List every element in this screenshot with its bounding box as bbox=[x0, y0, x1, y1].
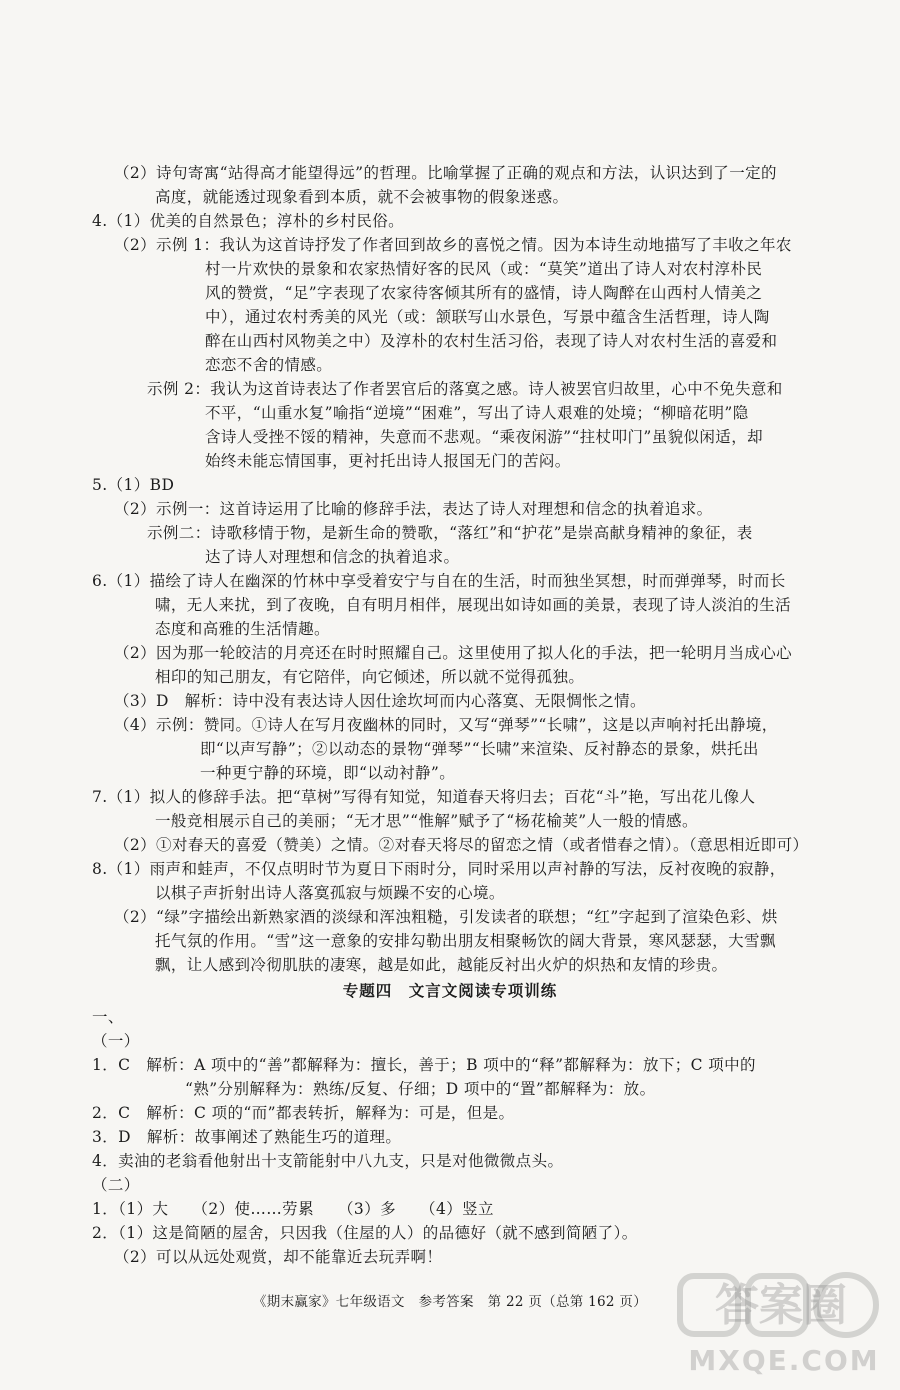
answer-line: 达了诗人对理想和信念的执着追求。 bbox=[205, 548, 460, 566]
answer-line: 始终未能忘情国事，更衬托出诗人报国无门的苦闷。 bbox=[205, 452, 571, 470]
answer-line: 醉在山西村风物美之中）及淳朴的农村生活习俗，表现了诗人对农村生活的喜爱和 bbox=[205, 332, 778, 350]
answer-line: 5.（1）BD bbox=[92, 476, 175, 494]
answer-line: 不平，“山重水复”喻指“逆境”“困难”，写出了诗人艰难的处境；“柳暗花明”隐 bbox=[205, 404, 749, 422]
answer-line: 风的赞赏，“足”字表现了农家待客倾其所有的盛情，诗人陶醉在山西村人情美之 bbox=[205, 284, 763, 302]
answer-line: 高度，就能透过现象看到本质，就不会被事物的假象迷惑。 bbox=[155, 188, 569, 206]
page-footer: 《期末赢家》七年级语文 参考答案 第 22 页（总第 162 页） bbox=[252, 1294, 647, 1310]
answer-line: （4）示例：赞同。①诗人在写月夜幽林的同时，又写“弹琴”“长啸”，这是以声响衬托出静境， bbox=[114, 716, 778, 734]
answer-line: 一种更宁静的环境，即“以动衬静”。 bbox=[200, 764, 456, 782]
answer-line: 村一片欢快的景象和农家热情好客的民风（或：“莫笑”道出了诗人对农村淳朴民 bbox=[205, 260, 763, 278]
answer-line: 8.（1）雨声和蛙声，不仅点明时节为夏日下雨时分，同时采用以声衬静的写法，反衬夜晚的寂静， bbox=[92, 860, 786, 878]
answer-line: 一、 bbox=[92, 1008, 124, 1026]
answer-line: （2）示例一：这首诗运用了比喻的修辞手法，表达了诗人对理想和信念的执着追求。 bbox=[114, 500, 713, 518]
answer-line: 即“以声写静”；②以动态的景物“弹琴”“长啸”来渲染、反衬静态的景象，烘托出 bbox=[200, 740, 759, 758]
answer-line: 4．卖油的老翁看他射出十支箭能射中八九支，只是对他微微点头。 bbox=[92, 1152, 564, 1170]
answer-line: 相印的知己朋友，有它陪伴，向它倾述，所以就不觉得孤独。 bbox=[155, 668, 585, 686]
answer-line: 示例 2：我认为这首诗表达了作者罢官后的落寞之感。诗人被罢官归故里，心中不免失意和 bbox=[147, 380, 783, 398]
answer-line: “熟”分别解释为：熟练/反复、仔细；D 项中的“置”都解释为：放。 bbox=[185, 1080, 656, 1098]
watermark-text: 答案圈 bbox=[715, 1280, 847, 1331]
answer-line: 飘，让人感到冷彻肌肤的凄寒，越是如此，越能反衬出火炉的炽热和友情的珍贵。 bbox=[155, 956, 728, 974]
answer-line: （2）“绿”字描绘出新熟家酒的淡绿和浑浊粗糙，引发读者的联想；“红”字起到了渲染色彩、烘 bbox=[114, 908, 778, 926]
answer-line: 4.（1）优美的自然景色；淳朴的乡村民俗。 bbox=[92, 212, 405, 230]
answer-line: 3．D 解析：故事阐述了熟能生巧的道理。 bbox=[92, 1128, 402, 1146]
answer-line: （2）示例 1：我认为这首诗抒发了作者回到故乡的喜悦之情。因为本诗生动地描写了丰收之年农 bbox=[114, 236, 792, 254]
watermark-url: MXQE.COM bbox=[688, 1344, 880, 1377]
answer-line: 啸，无人来扰，到了夜晚，自有明月相伴，展现出如诗如画的美景，表现了诗人淡泊的生活 bbox=[155, 596, 792, 614]
section-title: 专题四 文言文阅读专项训练 bbox=[342, 982, 558, 1000]
answer-line: 含诗人受挫不馁的精神，失意而不悲观。“乘夜闲游”“拄杖叩门”虽貌似闲适，却 bbox=[205, 428, 763, 446]
answer-line: 7.（1）拟人的修辞手法。把“草树”写得有知觉，知道春天将归去；百花“斗”艳，写出花儿像人 bbox=[92, 788, 756, 806]
answer-line: （二） bbox=[92, 1176, 140, 1194]
answer-line: （2）可以从远处观赏，却不能靠近去玩弄啊！ bbox=[114, 1248, 443, 1266]
answer-line: 一般竞相展示自己的美丽；“无才思”“惟解”赋予了“杨花榆荚”人一般的情感。 bbox=[155, 812, 698, 830]
answer-line: 2．C 解析：C 项的“而”都表转折，解释为：可是，但是。 bbox=[92, 1104, 515, 1122]
answer-line: 恋恋不舍的情感。 bbox=[205, 356, 333, 374]
answer-line: （2）①对春天的喜爱（赞美）之情。②对春天将尽的留恋之情（或者惜春之情）。（意思相近即可） bbox=[114, 836, 809, 854]
answer-line: 中），通过农村秀美的风光（或：颔联写山水景色，写景中蕴含生活哲理，诗人陶 bbox=[205, 308, 770, 326]
answer-line: 托气氛的作用。“雪”这一意象的安排勾勒出朋友相聚畅饮的阔大背景，寒风瑟瑟，大雪飘 bbox=[155, 932, 776, 950]
answer-line: 以棋子声折射出诗人落寞孤寂与烦躁不安的心境。 bbox=[155, 884, 505, 902]
watermark-icon bbox=[676, 1270, 886, 1380]
answer-line: （2）因为那一轮皎洁的月亮还在时时照耀自己。这里使用了拟人化的手法，把一轮明月当成心心 bbox=[114, 644, 793, 662]
answer-line: （2）诗句寄寓“站得高才能望得远”的哲理。比喻掌握了正确的观点和方法，认识达到了一定的 bbox=[114, 164, 777, 182]
answer-line: 1．C 解析：A 项中的“善”都解释为：擅长，善于；B 项中的“释”都解释为：放下；C 项中的 bbox=[92, 1056, 756, 1074]
answer-line: 2．（1）这是简陋的屋舍，只因我（住屋的人）的品德好（就不感到简陋了）。 bbox=[92, 1224, 638, 1242]
answer-line: （一） bbox=[92, 1032, 140, 1050]
answer-line: 态度和高雅的生活情趣。 bbox=[155, 620, 330, 638]
watermark-logo bbox=[676, 1270, 886, 1380]
answer-line: 1．（1）大 （2）使……劳累 （3）多 （4）竖立 bbox=[92, 1200, 494, 1218]
answer-line: 示例二：诗歌移情于物，是新生命的赞歌，“落红”和“护花”是崇高献身精神的象征，表 bbox=[147, 524, 753, 542]
answer-line: （3）D 解析：诗中没有表达诗人因仕途坎坷而内心落寞、无限惆怅之情。 bbox=[114, 692, 646, 710]
answer-line: 6.（1）描绘了诗人在幽深的竹林中享受着安宁与自在的生活，时而独坐冥想，时而弹弹琴，时而长 bbox=[92, 572, 786, 590]
